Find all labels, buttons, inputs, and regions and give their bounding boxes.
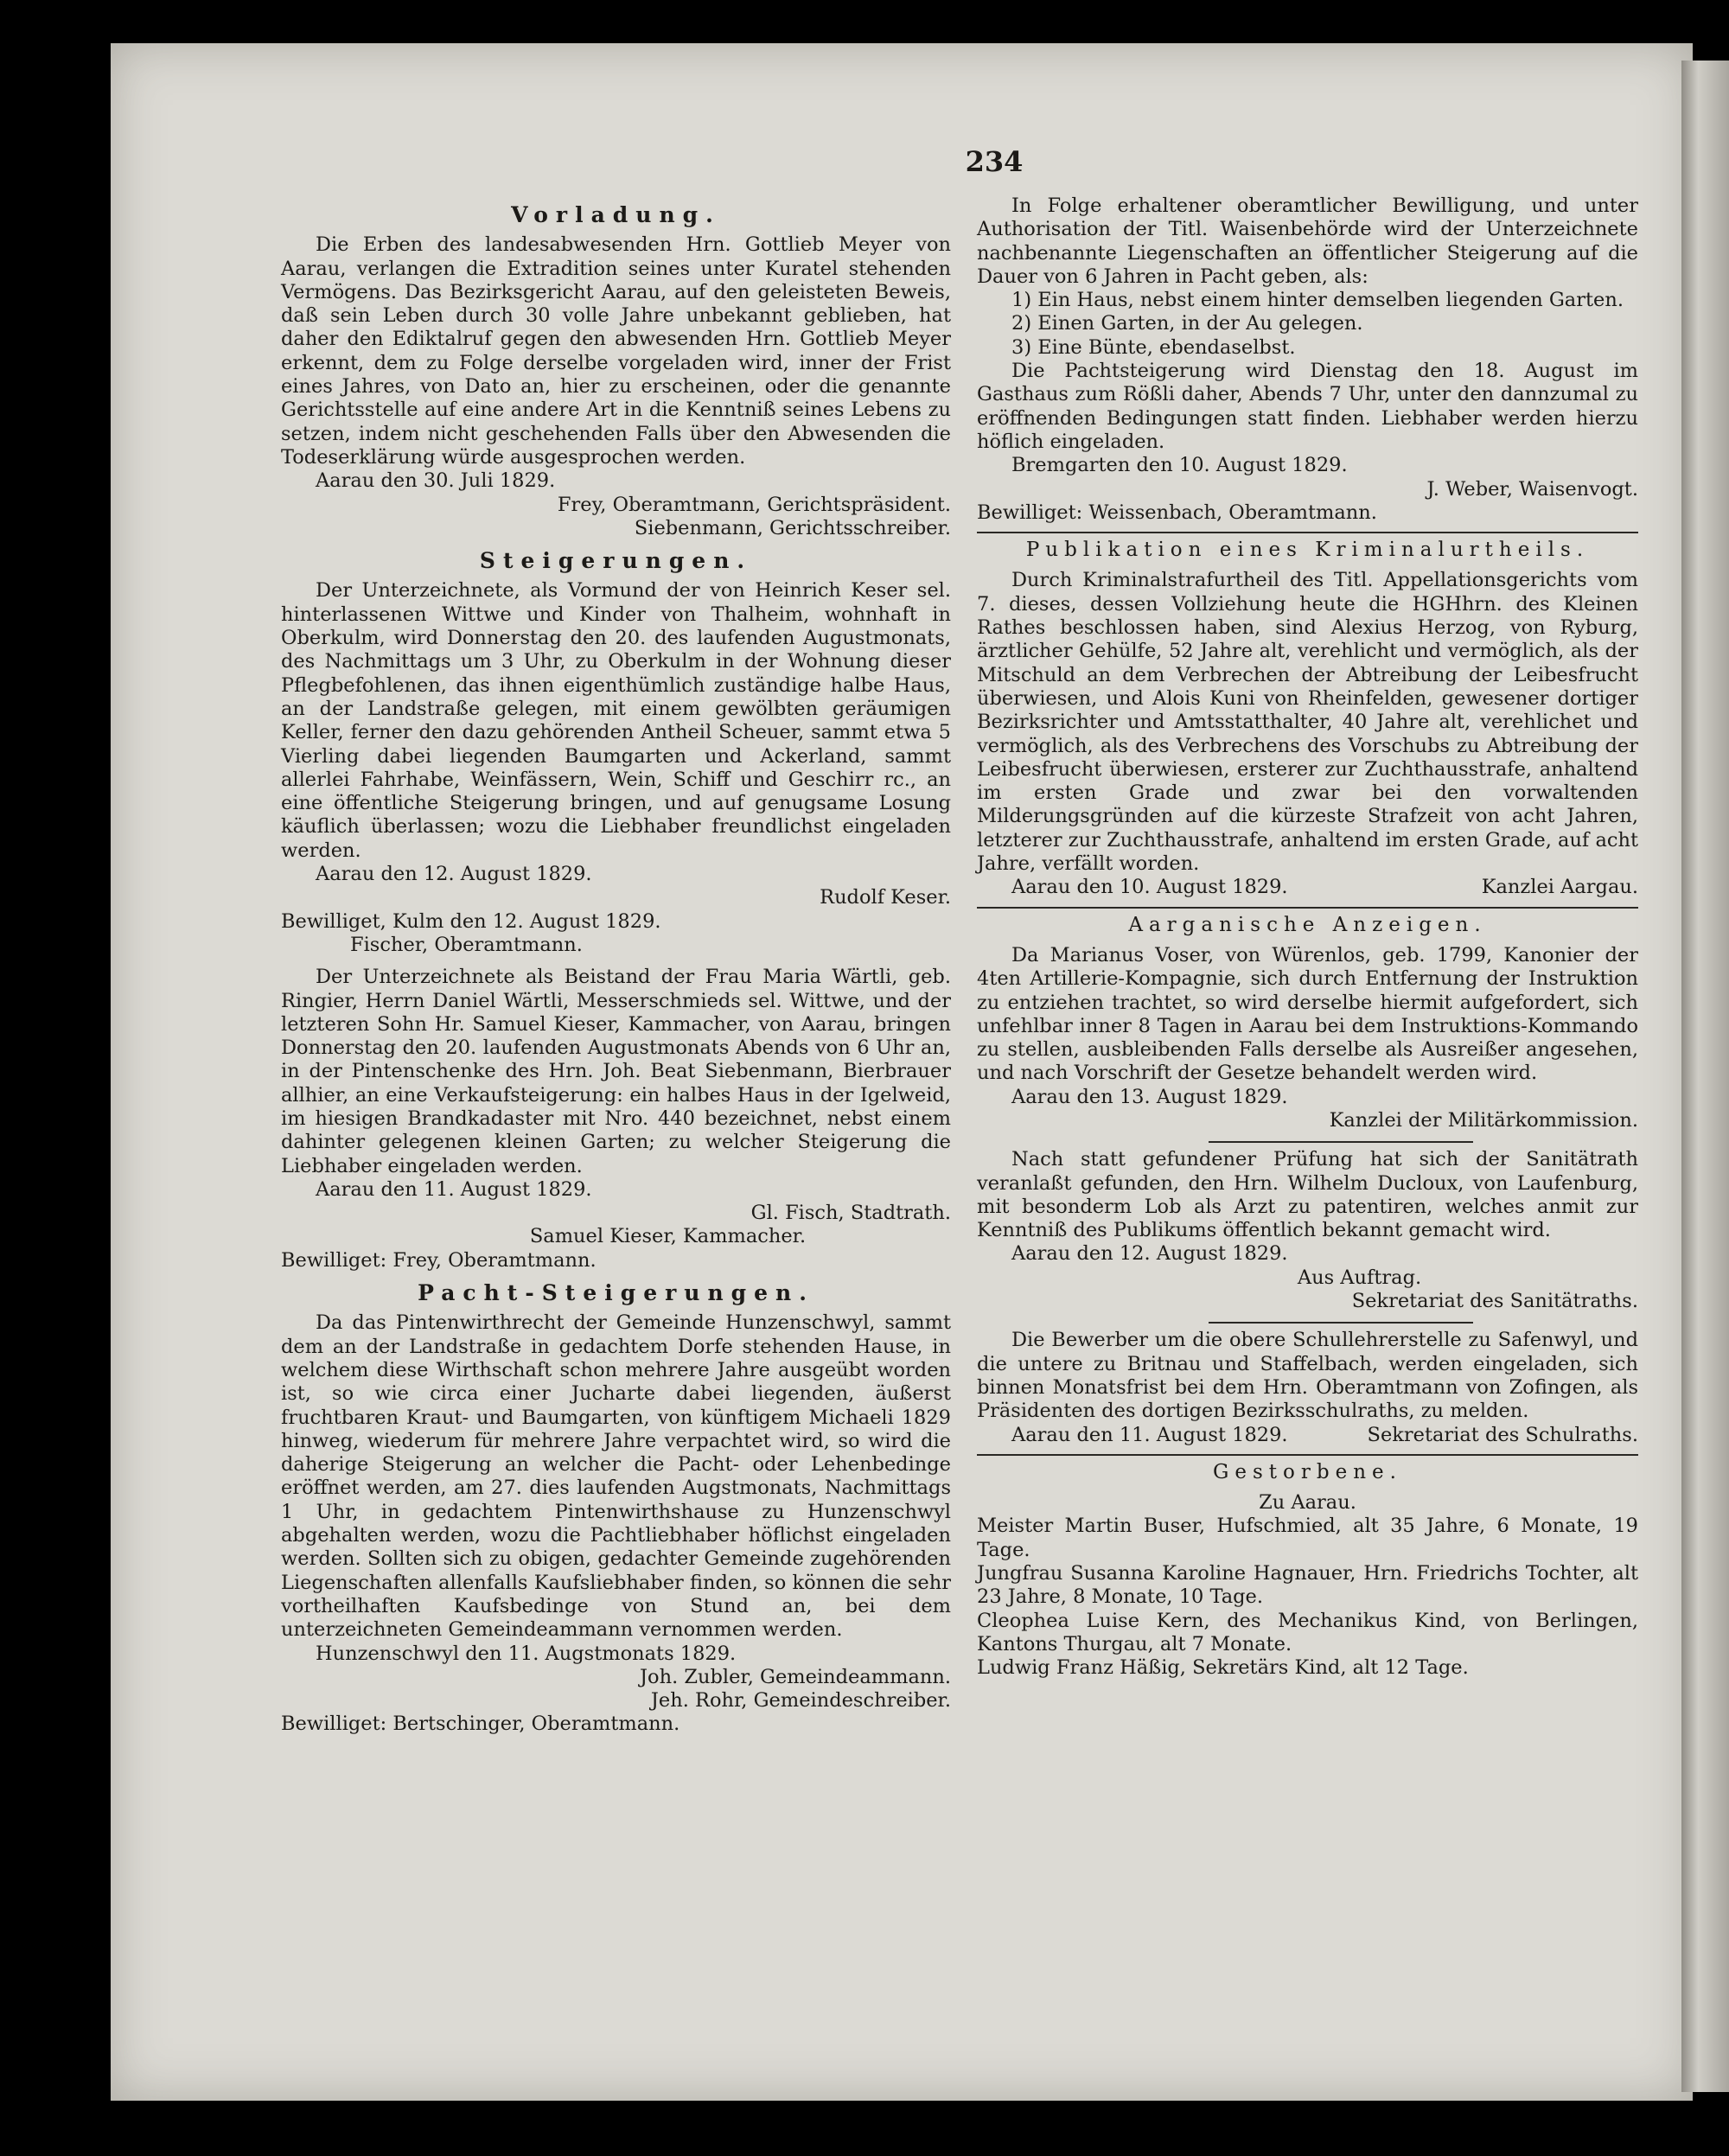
pacht-date: Hunzenschwyl den 11. Augstmonats 1829. (316, 1642, 737, 1665)
steigerung-2-body: Der Unterzeichnete als Beistand der Frau Maria Wärtli, geb. Ringier, Herrn Daniel Wärtli, Messerschmieds sel. Wittwe, und der letzteren Sohn Hr. Samuel Kieser, Kammacher, von Aarau, bringen Donnerstag den 20. laufenden Augustmonats Abends von 6 Uhr an, in der Pintenschenke des Hrn. Joh. Beat Siebenmann, Bierbrauer allhier, an eine Verkaufsteigerung: ein halbes Haus in der Igelweid, im hiesigen Brandkadaster mit Nro. 440 bezeichnet, nebst einem dahinter gelegenen kleinen Garten; zu welcher Steigerung die Liebhaber eingeladen werden. (281, 966, 951, 1177)
pacht-signature-2: Jeh. Rohr, Gemeindeschreiber. (650, 1689, 951, 1713)
death-entry: Jungfrau Susanna Karoline Hagnauer, Hrn. Friedrichs Tochter, alt 23 Jahre, 8 Monate, 10 Tage. (977, 1562, 1638, 1609)
anzeige-2-date: Aarau den 12. August 1829. (1011, 1242, 1288, 1266)
steigerung-2-signature-2: Samuel Kieser, Kammacher. (529, 1225, 807, 1248)
death-entry: Cleophea Luise Kern, des Mechanikus Kind, von Berlingen, Kantons Thurgau, alt 7 Monate. (977, 1609, 1638, 1655)
vorladung-body: Die Erben des landesabwesenden Hrn. Gottlieb Meyer von Aarau, verlangen die Extradition seines unter Kuratel stehenden Vermögens. Das Bezirksgericht Aarau, auf den geleisteten Beweis, daß sein Leben durch 30 volle Jahre unbekannt geblieben, hat daher den Ediktalruf gegen den abwesenden Hrn. Gottlieb Meyer erkennt, dem zu Folge derselbe vorgeladen wird, inner der Frist eines Jahres, von Dato an, hier zu erscheinen, oder die genannte Gerichtsstelle auf eine andere Art in die Kenntniß seines Lebens zu setzen, indem nicht geschehenden Falls über den Abwesenden die Todeserklärung würde ausgesprochen werden. (281, 233, 951, 469)
bremgarten-item-1: 1) Ein Haus, nebst einem hinter demselben liegenden Garten. (1011, 289, 1624, 312)
vorladung-date: Aarau den 30. Juli 1829. (316, 469, 556, 493)
anzeige-1-signature: Kanzlei der Militärkommission. (1329, 1108, 1638, 1132)
heading-pacht-steigerungen: Pacht-Steigerungen. (418, 1280, 814, 1306)
notice-divider (1209, 1322, 1473, 1324)
steigerung-2-approved: Bewilliget: Frey, Oberamtmann. (281, 1248, 597, 1272)
death-entry: Meister Martin Buser, Hufschmied, alt 35 Jahre, 6 Monate, 19 Tage. (977, 1515, 1638, 1561)
anzeige-2-body: Nach statt gefundener Prüfung hat sich der Sanitätrath veranlaßt gefunden, den Hrn. Wilhelm Ducloux, von Laufenburg, mit besonderm Lob als Arzt zu patentiren, welches anmit zur Kenntniß des Publikums öffentlich bekannt gemacht wird. (977, 1148, 1638, 1242)
steigerung-1-signature: Rudolf Keser. (820, 886, 951, 909)
steigerung-2-date: Aarau den 11. August 1829. (316, 1177, 592, 1201)
steigerung-1-approved-by: Fischer, Oberamtmann. (350, 933, 583, 956)
anzeige-2-signature-2: Sekretariat des Sanitätraths. (1351, 1290, 1638, 1313)
section-divider (977, 1454, 1638, 1456)
vorladung-signature-2: Siebenmann, Gerichtsschreiber. (634, 516, 951, 539)
death-entry: Ludwig Franz Häßig, Sekretärs Kind, alt 12 Tage. (977, 1656, 1469, 1680)
page-edge (1681, 61, 1729, 2092)
anzeige-1-date: Aarau den 13. August 1829. (1011, 1085, 1288, 1108)
anzeige-3-body: Die Bewerber um die obere Schullehrerstelle zu Safenwyl, und die untere zu Britnau und Staffelbach, werden eingeladen, sich binnen Monatsfrist bei dem Hrn. Oberamtmann von Zofingen, als Präsidenten des dortigen Bezirksschulraths, zu melden. (977, 1329, 1638, 1423)
bremgarten-date: Bremgarten den 10. August 1829. (1011, 454, 1348, 477)
notice-divider (1209, 1141, 1473, 1143)
heading-gestorbene: Gestorbene. (1213, 1460, 1402, 1483)
page-number: 234 (965, 145, 1024, 178)
steigerung-2-signature-1: Gl. Fisch, Stadtrath. (750, 1202, 951, 1225)
bremgarten-intro: In Folge erhaltener oberamtlicher Bewilligung, und unter Authorisation der Titl. Waisenbehörde wird der Unterzeichnete nachbenannte Liegenschaften an öffentlicher Steigerung auf die Dauer von 6 Jahren in Pacht geben, als: (977, 195, 1638, 288)
bremgarten-item-3: 3) Eine Bünte, ebendaselbst. (1011, 335, 1296, 359)
gestorbene-place: Zu Aarau. (1259, 1491, 1356, 1515)
anzeige-3-date: Aarau den 11. August 1829. (1011, 1423, 1288, 1446)
anzeige-2-signature-1: Aus Auftrag. (1297, 1266, 1422, 1289)
kriminal-date: Aarau den 10. August 1829. (1011, 876, 1288, 899)
bremgarten-approved: Bewilliget: Weissenbach, Oberamtmann. (977, 501, 1377, 524)
kriminal-body: Durch Kriminalstrafurtheil des Titl. Appellationsgerichts vom 7. dieses, dessen Vollziehung heute die HGHhrn. des Kleinen Rathes beschlossen haben, sind Alexius Herzog, von Ryburg, ärztlicher Gehülfe, 52 Jahre alt, verehlicht und vermöglich, als der Mitschuld an dem Verbrechen der Abtreibung der Leibesfrucht überwiesen, und Alois Kuni von Rheinfelden, gewesener dortiger Bezirksrichter und Amtsstatthalter, 40 Jahre alt, verehlichet und vermöglich, als des Verbrechens des Vorschubs zu Abtreibung der Leibesfrucht überwiesen, ersterer zur Zuchthausstrafe, anhaltend im ersten Grade und zwar bei den vorwaltenden Milderungsgründen auf die kürzeste Strafzeit von acht Jahren, letzterer zur Zuchthausstrafe, anhaltend im ersten Grade, auf acht Jahre, verfällt worden. (977, 569, 1638, 876)
heading-anzeigen: Aarganische Anzeigen. (1128, 913, 1487, 936)
pacht-approved: Bewilliget: Bertschinger, Oberamtmann. (281, 1713, 680, 1736)
bremgarten-item-2: 2) Einen Garten, in der Au gelegen. (1011, 312, 1363, 335)
section-divider (977, 907, 1638, 909)
bremgarten-signature: J. Weber, Waisenvogt. (1426, 477, 1638, 501)
section-divider (977, 532, 1638, 533)
vorladung-signature-1: Frey, Oberamtmann, Gerichtspräsident. (557, 493, 951, 516)
pacht-body: Da das Pintenwirthrecht der Gemeinde Hunzenschwyl, sammt dem an der Landstraße in gedachtem Dorfe stehenden Hause, in welchem diese Wirthschaft schon mehrere Jahre ausgeübt worden ist, so wie circa einer Jucharte dabei liegenden, äußerst fruchtbaren Kraut- und Baumgarten, von künftigem Michaeli 1829 hinweg, wiederum für mehrere Jahre verpachtet wird, so wird die daherige Steigerung an welcher die Pacht- oder Lehenbedinge eröffnet werden, am 27. dies laufenden Augstmonats, Nachmittags 1 Uhr, in gedachtem Pintenwirthshause zu Hunzenschwyl abgehalten werden, wozu die Pachtliebhaber höflichst eingeladen werden. Sollten sich zu obigen, gedachter Gemeinde zugehörenden Liegenschaften allenfalls Kaufsliebhaber finden, so können die sehr vortheilhaften Kaufsbedinge von Stund an, bei dem unterzeichneten Gemeindeammann vernommen werden. (281, 1311, 951, 1642)
anzeige-1-body: Da Marianus Voser, von Würenlos, geb. 1799, Kanonier der 4ten Artillerie-Kompagnie, sich durch Entfernung der Instruktion zu entziehen trachtet, so wird derselbe hiermit aufgefordert, sich unfehlbar inner 8 Tagen in Aarau bei dem Instruktions-Kommando zu stellen, ausbleibenden Falls derselbe als Ausreißer angesehen, und nach Vorschrift der Gesetze behandelt werden wird. (977, 943, 1638, 1085)
kriminal-signature: Kanzlei Aargau. (1481, 876, 1638, 899)
anzeige-3-signature: Sekretariat des Schulraths. (1367, 1423, 1638, 1446)
heading-steigerungen: Steigerungen. (479, 548, 753, 574)
left-column (281, 195, 951, 1737)
pacht-signature-1: Joh. Zubler, Gemeindeammann. (640, 1665, 951, 1688)
heading-kriminalurtheil: Publikation eines Kriminalurtheils. (1025, 539, 1590, 562)
steigerung-1-date: Aarau den 12. August 1829. (316, 863, 592, 886)
bremgarten-body: Die Pachtsteigerung wird Dienstag den 18. August im Gasthaus zum Rößli daher, Abends 7 Uhr, unter den dannzumal zu eröffnenden Bedingungen statt finden. Liebhaber werden hierzu höflich eingeladen. (977, 360, 1638, 453)
right-column (977, 195, 1638, 1681)
steigerung-1-approved: Bewilliget, Kulm den 12. August 1829. (281, 909, 661, 933)
steigerung-1-body: Der Unterzeichnete, als Vormund der von Heinrich Keser sel. hinterlassenen Wittwe und Kinder von Thalheim, wohnhaft in Oberkulm, wird Donnerstag den 20. des laufenden Augustmonats, des Nachmittags um 3 Uhr, zu Oberkulm in der Wohnung dieser Pflegbefohlenen, das ihnen eigenthümlich zuständige halbe Haus, an der Landstraße gelegen, mit einem gewölbten geräumigen Keller, ferner den dazu gehörenden Antheil Scheuer, sammt etwa 5 Vierling dabei liegenden Baumgarten und Ackerland, sammt allerlei Fahrhabe, Weinfässern, Wein, Schiff und Geschirr rc., an eine öffentliche Steigerung bringen, und auf genugsame Losung käuflich überlassen; wozu die Liebhaber freundlichst eingeladen werden. (281, 579, 951, 862)
heading-vorladung: Vorladung. (511, 202, 721, 227)
